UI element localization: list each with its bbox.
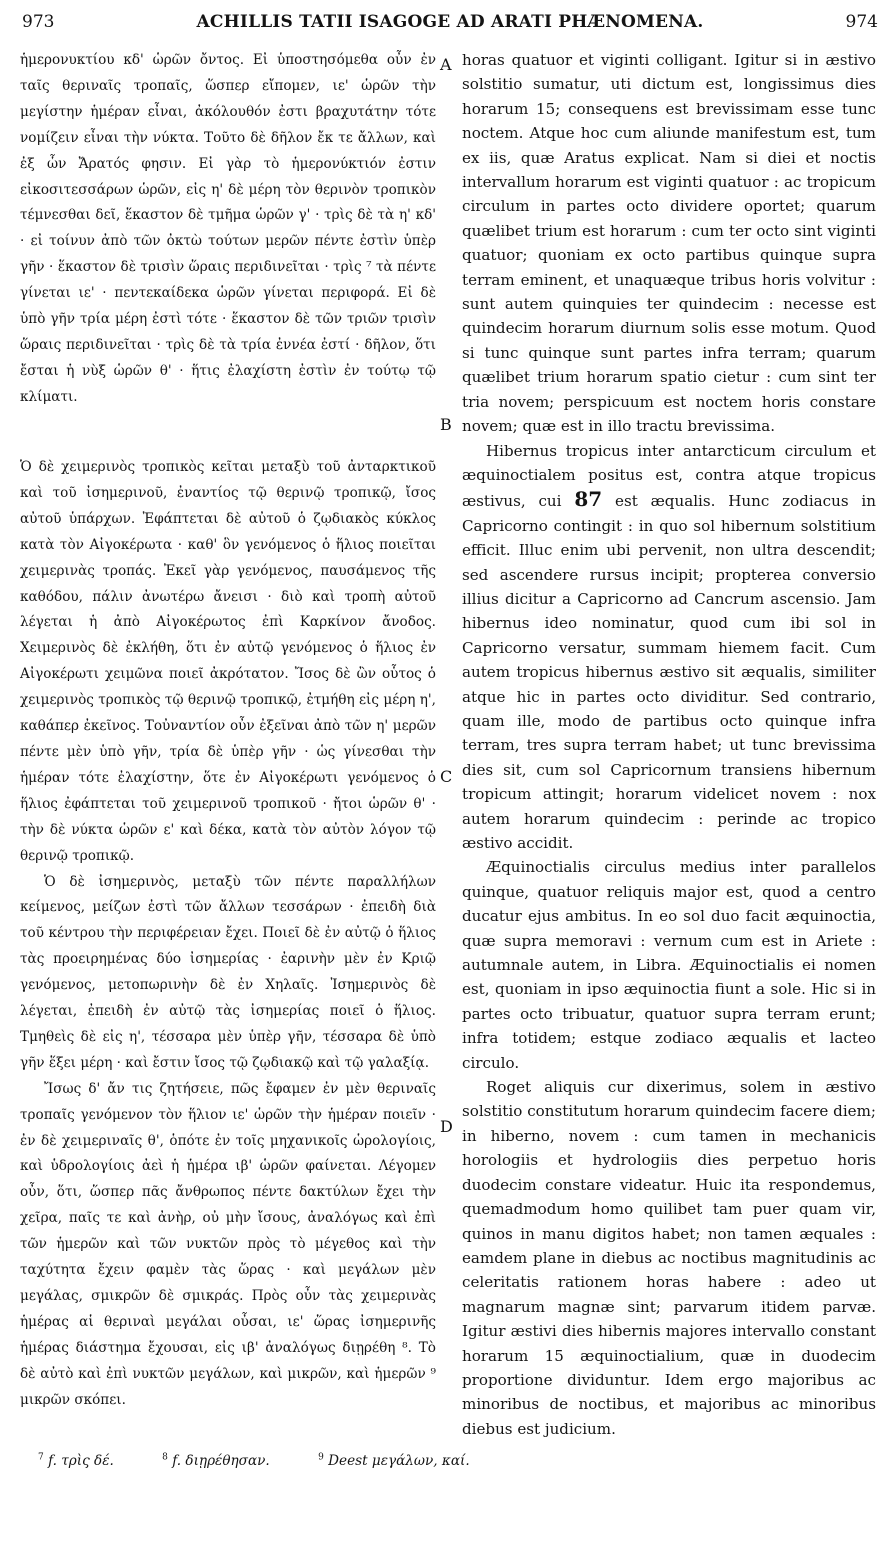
footnote bbox=[318, 1453, 492, 1469]
page-number-left: 973 bbox=[22, 12, 55, 32]
running-header bbox=[22, 10, 878, 38]
latin-paragraph-1: horas quatuor et viginti colligant. Igitur si in æstivo solstitio sumatur, uti dictum est, longissimus dies horarum 15; consequens est brevissimam esse tunc noctem. Atque hoc cum aliunde manifestum est, tum ex iis, quæ Aratus explicat. Nam si diei et noctis intervallum horarum est viginti quatuor : ac tropicum circulum in partes octo dividere oportet; quarum quælibet trium est horarum : cum ter octo sint viginti quatuor; quoniam ex octo partibus quinque supra terram eminent, et unaquæque tribus horis volvitur : sunt autem quinquies ter quindecim : necesse est quindecim horarum diurnum solis esse motum. Quod si tunc quinque sunt partes infra terram; quarum quælibet trium horarum spatio cietur : cum sint ter tria novem; perspicuum est noctem horis constare novem; quæ est in illo tractu brevissima. bbox=[462, 51, 876, 436]
footnote-number: 9 bbox=[318, 1452, 324, 1462]
latin-paragraph-3: Æquinoctialis circulus medius inter parallelos quinque, quatuor reliquis major est, quod a centro ducatur ejus ambitus. In eo sol duo facit æquinoctia, quæ supra memoravi : vernum cum est in Ariete : autumnale autem, in Libra. Æquinoctialis ei nomen est, quoniam in ipso æquinoctia fiunt a sole. Hic si in partes octo tribuatur, quatuor supra terram erunt; infra totidem; estque zodiaco æqualis et lacteo circulo. bbox=[462, 858, 876, 1072]
greek-paragraph-2: Ὁ δὲ χειμερινὸς τροπικὸς κεῖται μεταξὺ τοῦ ἀνταρκτικοῦ καὶ τοῦ ἰσημερινοῦ, ἐναντίος τῷ θερινῷ τροπικῷ, ἴσος αὐτοῦ ὑπάρχων. Ἐφάπτεται δὲ αὐτοῦ ὁ ζῳδιακὸς κύκλος κατὰ τὸν Αἰγοκέρωτα · καθ' ὃν γενόμενος ὁ ἥλιος ποιεῖται χειμερινὰς τροπάς. Ἐκεῖ γὰρ γενόμενος, παυσάμενος τῆς καθόδου, πάλιν ἀνωτέρω ἄνεισι · διὸ καὶ τροπὴ αὐτοῦ λέγεται ἡ ἀπὸ Αἰγοκέρωτος ἐπὶ Καρκίνον ἄνοδος. Χειμερινὸς δὲ ἐκλήθη, ὅτι ἐν αὐτῷ γενόμενος ὁ ἥλιος ἐν Αἰγοκέρωτι χειμῶνα ποιεῖ ἀκρότατον. Ἴσος δὲ ὢν οὗτος ὁ χειμερινὸς τροπικὸς τῷ θερινῷ τροπικῷ, ἐτμήθη εἰς μέρη η', καθάπερ ἐκεῖνος. Τοὐναντίον οὖν ἐξεῖναι ἀπὸ τῶν η' μερῶν πέντε μὲν ὑπὸ γῆν, τρία δὲ ὑπὲρ γῆν · ὡς γίνεσθαι τὴν ἡμέραν τότε ἐλαχίστην, ὅτε ἐν Αἰγοκέρωτι γενόμενος ὁ ἥλιος ἐφάπτεται τοῦ χειμερινοῦ τροπικοῦ · ἤτοι ὡρῶν θ' · τὴν δὲ νύκτα ὡρῶν ε' καὶ δέκα, κατὰ τὸν αὐτὸν λόγον τῷ θερινῷ τροπικῷ. bbox=[20, 459, 436, 864]
greek-paragraph-3: Ὁ δὲ ἰσημερινὸς, μεταξὺ τῶν πέντε παραλλήλων κείμενος, μείζων ἐστὶ τῶν ἄλλων τεσσάρων · ἐπειδὴ διὰ τοῦ κέντρου τὴν περιφέρειαν ἔχει. Ποιεῖ δὲ ἐν αὐτῷ ὁ ἥλιος τὰς προειρημένας δύο ἰσημερίας · ἐαρινὴν μὲν ἐν Κριῷ γενόμενος, μετοπωρινὴν δὲ ἐν Χηλαῖς. Ἰσημερινὸς δὲ λέγεται, ἐπειδὴ ἐν αὐτῷ τὰς ἰσημερίας ποιεῖ ὁ ἥλιος. Τμηθεὶς δὲ εἰς η', τέσσαρα μὲν ὑπὲρ γῆν, τέσσαρα δὲ ὑπὸ γῆν ἕξει μέρη · καὶ ἔστιν ἴσος τῷ ζῳδιακῷ καὶ τῷ γαλαξίᾳ. bbox=[20, 873, 436, 1071]
footnote-text: f. τρὶς δέ. bbox=[48, 1452, 114, 1469]
footnote-text: Deest μεγάλων, καί. bbox=[328, 1452, 470, 1469]
footnote-number: 7 bbox=[38, 1452, 44, 1462]
footnote bbox=[162, 1453, 292, 1469]
latin-paragraph-2-rest: est æqualis. Hunc zodiacus in Capricorno contingit : in quo sol hibernum solstitium efficit. Illuc enim ubi pervenit, non ultra descendit; sed ascendere rursus incipit; propterea conversio illius dicitur a Capricorno ad Cancrum ascensio. Jam hibernus ideo nominatur, quod cum ibi sol in Capricorno versatur, summam hiemem facit. Cum autem tropicus hibernus æstivo sit æqualis, similiter atque hic in partes octo dividitur. Sed contrario, quam ille, modo de partibus octo quinque infra terram, tres supra terram habet; ut tunc brevissima dies sit, cum sol Capricornum transiens hibernum tropicum attingit; horarum videlicet novem : nox autem horarum quindecim : perinde ac tropico æstivo accidit. bbox=[462, 492, 876, 852]
running-title: ACHILLIS TATII ISAGOGE AD ARATI PHÆNOMENA. bbox=[196, 12, 704, 32]
latin-paragraph-2-start: Hibernus tropicus inter antarcticum circulum et æquinoctialem positus est, contra atque tropicus æstivus, cui bbox=[462, 441, 876, 511]
latin-paragraph-4: Roget aliquis cur dixerimus, solem in æstivo solstitio constitutum horarum quindecim facere diem; in hiberno, novem : cum tamen in mechanicis horologiis et hydrologiis dies perpetuo horis duodecim constare videatur. Huic ita respondemus, quemadmodum homo quilibet tam puer quam vir, quinos in manu digitos habet; non tamen æquales : eamdem plane in diebus ac noctibus magnitudinis ac celeritatis rationem horas habere : adeo ut magnarum magnæ sint; parvarum itidem parvæ. Igitur æstivi dies hibernis majores intervallo constant horarum 15 æquinoctialium, quæ in duodecim proportione dividuntur. Idem ergo majoribus ac minoribus de noctibus, et majoribus ac minoribus diebus est judicium. bbox=[462, 1078, 876, 1438]
page-number-right: 974 bbox=[845, 12, 878, 32]
column-number: 87 bbox=[574, 487, 603, 512]
latin-paragraph-2 bbox=[462, 439, 876, 856]
footnote-number: 8 bbox=[162, 1452, 168, 1462]
greek-column-top bbox=[20, 48, 436, 405]
margin-marker-d: D bbox=[440, 1117, 453, 1136]
footnote bbox=[38, 1453, 136, 1469]
footnotes bbox=[38, 1452, 638, 1469]
margin-marker-b: B bbox=[440, 415, 452, 434]
margin-marker-c: C bbox=[440, 767, 453, 786]
footnote-text: f. διῃρέθησαν. bbox=[172, 1452, 270, 1469]
margin-marker-a: A bbox=[440, 55, 452, 74]
greek-paragraph-1: ἡμερονυκτίου κδ' ὡρῶν ὄντος. Εἰ ὑποστησόμεθα οὖν ἐν ταῖς θεριναῖς τροπαῖς, ὥσπερ εἴπομεν, ιε' ὡρῶν τὴν μεγίστην ἡμέραν εἶναι, ἀκόλουθόν ἐστι βραχυτάτην τότε νομίζειν εἶναι τὴν νύκτα. Τοῦτο δὲ δῆλον ἔκ τε ἄλλων, καὶ ἐξ ὧν Ἄρατός φησιν. Εἰ γὰρ τὸ ἡμερονύκτιόν ἐστιν εἰκοσιτεσσάρων ὡρῶν, εἰς η' δὲ μέρη τὸν θερινὸν τροπικὸν τέμνεσθαι δεῖ, ἕκαστον δὲ τμῆμα ὡρῶν γ' · τρὶς δὲ τὰ η' κδ' · εἰ τοίνυν ἀπὸ τῶν ὀκτὼ τούτων μερῶν πέντε ἐστὶν ὑπὲρ γῆν · ἕκαστον δὲ τρισὶν ὥραις περιδινεῖται · τρὶς ⁷ τὰ πέντε γίνεται ιε' · πεντεκαίδεκα ὡρῶν γίνεται περιφορά. Εἰ δὲ ὑπὸ γῆν τρία μέρη ἐστὶ τότε · ἕκαστον δὲ τῶν τριῶν τρισὶν ὥραις περιδινεῖται · τρὶς δὲ τὰ τρία ἐννέα ἐστί · δῆλον, ὅτι ἔσται ἡ νὺξ ὡρῶν θ' · ἥτις ἐλαχίστη ἐστὶν ἐν τούτῳ τῷ κλίματι. bbox=[20, 52, 436, 405]
greek-paragraph-4: Ἴσως δ' ἄν τις ζητήσειε, πῶς ἔφαμεν ἐν μὲν θεριναῖς τροπαῖς γενόμενον τὸν ἥλιον ιε' ὡρῶν τὴν ἡμέραν ποιεῖν · ἐν δὲ χειμεριναῖς θ', ὁπότε ἐν τοῖς μηχανικοῖς ὡρολογίοις, καὶ ὑδρολογίοις ἀεὶ ἡ ἡμέρα ιβ' ὡρῶν φαίνεται. Λέγομεν οὖν, ὅτι, ὥσπερ πᾶς ἄνθρωπος πέντε δακτύλων ἔχει τὴν χεῖρα, παῖς τε καὶ ἀνὴρ, οὐ μὴν ἴσους, ἀναλόγως καὶ ἐπὶ τῶν ἡμερῶν καὶ τῶν νυκτῶν πρὸς τὸ μέγεθος καὶ τὴν ταχύτητα ἔχειν φαμὲν τὰς ὥρας · καὶ μεγάλων μὲν μεγάλας, σμικρῶν δὲ σμικράς. Πρὸς οὖν τὰς χειμερινὰς ἡμέρας αἱ θεριναὶ μεγάλαι οὖσαι, ιε' ὥρας ἰσημερινῆς ἡμέρας διάστημα ἔχουσαι, εἰς ιβ' ἀναλόγως διῃρέθη ⁸. Τὸ δὲ αὐτὸ καὶ ἐπὶ νυκτῶν μεγάλων, καὶ μικρῶν, καὶ ἡμερῶν ⁹ μικρῶν σκόπει. bbox=[20, 1080, 436, 1408]
latin-column bbox=[462, 48, 876, 1441]
greek-column-bottom bbox=[20, 455, 436, 1414]
